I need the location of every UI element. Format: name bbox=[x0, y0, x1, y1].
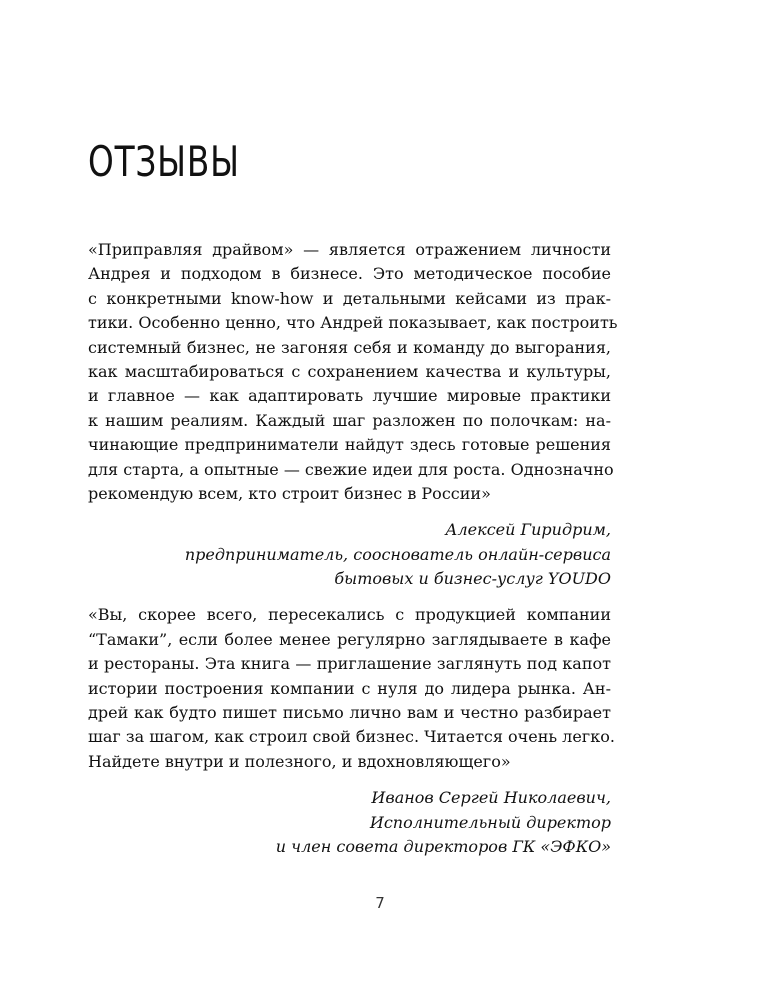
page-heading: ОТЗЫВЫ bbox=[88, 137, 240, 186]
quote-line: шаг за шагом, как строил свой бизнес. Читается очень легко. bbox=[88, 727, 615, 747]
review-2 bbox=[88, 603, 615, 859]
quote-line: с конкретными know-how и детальными кейсами из прак- bbox=[88, 288, 611, 308]
quote-line: истории построения компании с нуля до лидера рынка. Ан- bbox=[88, 678, 611, 698]
quote-line: “Тамаки”, если более менее регулярно заглядываете в кафе bbox=[88, 629, 611, 649]
quote-line: чинающие предприниматели найдут здесь готовые решения bbox=[88, 435, 611, 455]
quote-line: рекомендую всем, кто строит бизнес в России» bbox=[88, 483, 491, 503]
attribution-name: Иванов Сергей Николаевич, bbox=[371, 788, 611, 808]
review-1-quote bbox=[88, 238, 618, 506]
review-1 bbox=[88, 238, 618, 591]
review-2-quote bbox=[88, 603, 615, 774]
attribution-line: и член совета директоров ГК «ЭФКО» bbox=[275, 836, 611, 856]
quote-line: и рестораны. Эта книга — приглашение заглянуть под капот bbox=[88, 654, 611, 674]
attribution-name: Алексей Гиридрим, bbox=[445, 520, 611, 540]
quote-line: «Приправляя драйвом» — является отражением личности bbox=[88, 240, 611, 259]
review-2-attribution bbox=[88, 786, 611, 859]
quote-line: как масштабироваться с сохранением качества и культуры, bbox=[88, 361, 611, 381]
attribution-line: предприниматель, сооснователь онлайн-сервиса bbox=[184, 544, 611, 564]
quote-line: для старта, а опытные — свежие идеи для роста. Однозначно bbox=[88, 459, 614, 479]
quote-line: системный бизнес, не загоняя себя и команду до выгорания, bbox=[88, 337, 611, 357]
reviews-content bbox=[88, 238, 618, 859]
attribution-line: бытовых и бизнес-услуг YOUDO bbox=[334, 569, 611, 589]
quote-line: Найдете внутри и полезного, и вдохновляющего» bbox=[88, 751, 511, 771]
quote-line: «Вы, скорее всего, пересекались с продукцией компании bbox=[88, 605, 611, 625]
quote-line: к нашим реалиям. Каждый шаг разложен по полочкам: на- bbox=[88, 410, 611, 430]
quote-line: дрей как будто пишет письмо лично вам и честно разбирает bbox=[88, 703, 611, 723]
quote-line: и главное — как адаптировать лучшие мировые практики bbox=[88, 386, 611, 406]
quote-line: тики. Особенно ценно, что Андрей показывает, как построить bbox=[88, 313, 618, 333]
attribution-line: Исполнительный директор bbox=[369, 812, 611, 832]
quote-line: Андрея и подходом в бизнесе. Это методическое пособие bbox=[88, 264, 611, 284]
review-1-attribution bbox=[88, 518, 611, 591]
page-number: 7 bbox=[375, 894, 385, 912]
